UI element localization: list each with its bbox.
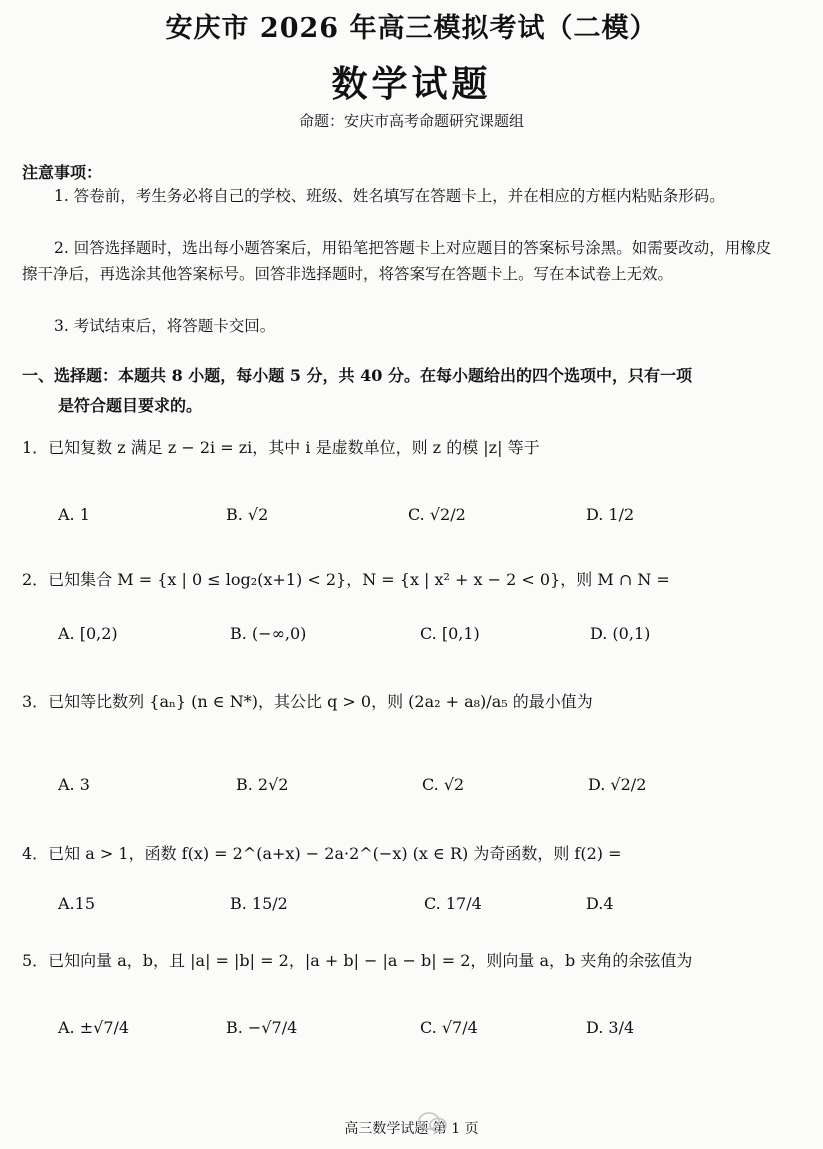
q3-option-c: C. √2: [422, 775, 465, 794]
exam-setter: 命题：安庆市高考命题研究课题组: [298, 112, 524, 130]
q1-option-d: D. 1/2: [586, 505, 635, 524]
subject-title: 数学试题: [331, 63, 492, 105]
q2-option-d: D. (0,1): [590, 624, 651, 643]
question-1: 1．已知复数 z 满足 z − 2i = zi，其中 i 是虚数单位，则 z 的模 |z| 等于: [22, 438, 540, 457]
q5-option-d: D. 3/4: [586, 1018, 635, 1037]
notice-heading: 注意事项：: [22, 163, 103, 182]
q5-option-b: B. −√7/4: [226, 1018, 298, 1037]
notice-item-1: 1. 答卷前，考生务必将自己的学校、班级、姓名填写在答题卡上，并在相应的方框内粘贴条形码。: [54, 187, 725, 205]
q1-option-b: B. √2: [226, 505, 269, 524]
q3-option-b: B. 2√2: [236, 775, 289, 794]
exam-title: 安庆市 2026 年高三模拟考试（二模）: [165, 13, 658, 44]
question-4: 4．已知 a > 1，函数 f(x) = 2^(a+x) − 2a·2^(−x) (x ∈ R) 为奇函数，则 f(2) =: [22, 844, 622, 863]
q4-option-a: A.15: [58, 894, 95, 913]
q2-option-a: A. [0,2): [58, 624, 118, 643]
section-heading: 一、选择题：本题共 8 小题，每小题 5 分，共 40 分。在每小题给出的四个选项中，只有一项: [22, 366, 692, 385]
q2-option-c: C. [0,1): [420, 624, 480, 643]
q1-option-c: C. √2/2: [408, 505, 466, 524]
question-3: 3．已知等比数列 {aₙ} (n ∈ N*)，其公比 q > 0，则 (2a₂ + a₈)/a₅ 的最小值为: [22, 692, 593, 711]
question-5: 5．已知向量 a，b，且 |a| = |b| = 2，|a + b| − |a − b| = 2，则向量 a，b 夹角的余弦值为: [22, 951, 693, 970]
chat-watermark-icon: [418, 1112, 448, 1140]
q4-option-b: B. 15/2: [230, 894, 288, 913]
section-heading-cont: 是符合题目要求的。: [58, 396, 203, 415]
q4-option-c: C. 17/4: [424, 894, 482, 913]
q5-option-a: A. ±√7/4: [58, 1018, 130, 1037]
question-2: 2．已知集合 M = {x | 0 ≤ log₂(x+1) < 2}，N = {x | x² + x − 2 < 0}，则 M ∩ N =: [22, 570, 670, 589]
q5-option-c: C. √7/4: [420, 1018, 478, 1037]
q2-option-b: B. (−∞,0): [230, 624, 307, 643]
q3-option-a: A. 3: [58, 775, 90, 794]
notice-item-3: 3. 考试结束后，将答题卡交回。: [54, 317, 276, 335]
notice-item-2: 2. 回答选择题时，选出每小题答案后，用铅笔把答题卡上对应题目的答案标号涂黑。如需要改动，用橡皮擦干净后，再选涂其他答案标号。回答非选择题时，将答案写在答题卡上。写在本试卷上无效。: [22, 239, 772, 283]
q4-option-d: D.4: [586, 894, 614, 913]
q3-option-d: D. √2/2: [588, 775, 647, 794]
q1-option-a: A. 1: [58, 505, 90, 524]
page-footer: 高三数学试题 第 1 页: [344, 1121, 479, 1137]
